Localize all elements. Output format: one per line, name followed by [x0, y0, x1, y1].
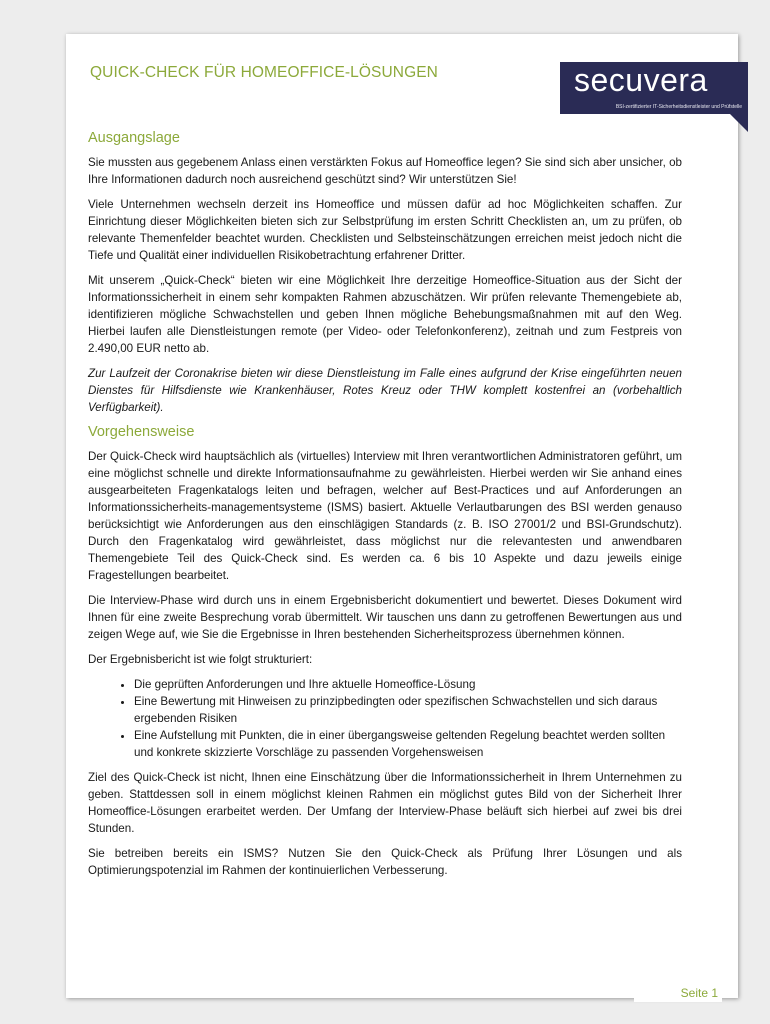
- paragraph: Ziel des Quick-Check ist nicht, Ihnen eine Einschätzung über die Informationssicherheit in Ihrem Unternehmen zu geben. Stattdessen soll in einem möglichst kleinen Rahmen ein möglichst gutes Bild von der Sicherheit Ihrer Homeoffice-Lösungen erarbeitet werden. Der Umfang der Interview-Phase beläuft sich hierbei auf zwei bis drei Stunden.: [88, 771, 682, 835]
- list-item: • Die geprüften Anforderungen und Ihre aktuelle Homeoffice-Lösung: [134, 676, 682, 693]
- page-title: QUICK-CHECK FÜR HOMEOFFICE-LÖSUNGEN: [90, 64, 438, 81]
- paragraph: Sie betreiben bereits ein ISMS? Nutzen Sie den Quick-Check als Prüfung Ihrer Lösungen und als Optimierungspotenzial im Rahmen der kontinuierlichen Verbesserung.: [88, 847, 682, 877]
- section-heading-vorgehensweise: Vorgehensweise: [88, 424, 195, 440]
- paragraph: Mit unserem „Quick-Check“ bieten wir eine Möglichkeit Ihre derzeitige Homeoffice-Situation aus der Sicht der Informationssicherheit in einem sehr kompakten Rahmen abzuschätzen. Wir prüfen relevante Themengebiete ab, identifizieren mögliche Schwachstellen und geben Ihnen mögliche Behebungsmaßnahmen mit auf den Weg. Hierbei laufen alle Dienstleistungen remote (per Video- oder Telefonkonferenz), zeitnah und zum Festpreis von 2.490,00 EUR netto ab.: [88, 274, 682, 355]
- paragraph: Der Quick-Check wird hauptsächlich als (virtuelles) Interview mit Ihren verantwortlichen Administratoren geführt, um eine möglichst schnelle und direkte Informationsaufnahme zu gewährleisten. Hierbei werden wir Sie anhand eines ausgearbeiteten Fragenkatalogs leiten und befragen, welcher auf Best-Practices und auf Anforderungen an Informationssicherheits-managementsysteme (ISMS) basiert. Aktuelle Verlautbarungen des BSI werden genauso berücksichtigt wie Anforderungen aus den einschlägigen Standards (z. B. ISO 27001/2 und BSI-Grundschutz). Durch den Fragenkatalog wird gewährleistet, dass möglichst nur die relevantesten und anwendbaren Themengebiete Teil des Quick-Check sind. Es werden ca. 6 bis 10 Aspekte und dazu jeweils einige Fragestellungen bearbeitet.: [88, 450, 682, 582]
- paragraph: Der Ergebnisbericht ist wie folgt strukturiert:: [88, 653, 313, 666]
- page-number: Seite 1: [634, 984, 722, 1002]
- italic-note: Zur Laufzeit der Coronakrise bieten wir diese Dienstleistung im Falle eines aufgrund der Krise eingeführten neuen Dienstes für Hilfsdienste wie Krankenhäuser, Rotes Kreuz oder THW komplett kostenfrei an (vorbehaltlich Verfügbarkeit).: [88, 367, 682, 414]
- document-body: [88, 130, 682, 887]
- logo-tagline: BSI-zertifizierter IT-Sicherheitsdienstleister und Prüfstelle: [615, 104, 742, 110]
- bullet-list: [88, 676, 682, 761]
- logo-corner-triangle: [730, 114, 748, 132]
- document-page: [66, 34, 742, 1000]
- list-item: • Eine Aufstellung mit Punkten, die in einer übergangsweise geltenden Regelung beachtet werden sollten und konkrete skizzierte Vorschläge zu passenden Vorgehensweisen: [134, 727, 682, 761]
- section-heading-ausgangslage: Ausgangslage: [88, 130, 180, 146]
- paragraph: Die Interview-Phase wird durch uns in einem Ergebnisbericht dokumentiert und bewertet. Dieses Dokument wird Ihnen für eine zweite Besprechung vorab übermittelt. Wir tauschen uns dann zu getroffenen Bewertungen aus und zeigen Wege auf, wie Sie die Ergebnisse in Ihren bestehenden Sicherheitsprozess übernehmen können.: [88, 594, 682, 641]
- paragraph: Sie mussten aus gegebenem Anlass einen verstärkten Fokus auf Homeoffice legen? Sie sind sich aber unsicher, ob Ihre Informationen dadurch noch ausreichend geschützt sind? Wir unterstützen Sie!: [88, 156, 682, 186]
- list-item: • Eine Bewertung mit Hinweisen zu prinzipbedingten oder spezifischen Schwachstellen und sich daraus ergebenden Risiken: [134, 693, 682, 727]
- logo-wordmark: secuvera: [574, 62, 708, 98]
- paragraph: Viele Unternehmen wechseln derzeit ins Homeoffice und müssen dafür ad hoc Möglichkeiten schaffen. Zur Einrichtung dieser Möglichkeiten bieten sich zur Selbstprüfung im ersten Schritt Checklisten an, um zu prüfen, ob relevante Themenfelder beachtet wurden. Checklisten und Selbsteinschätzungen erreichen meist jedoch nicht die Tiefe und Qualität einer individuellen Risikobetrachtung erfahrener Dritter.: [88, 198, 682, 262]
- secuvera-logo: [560, 62, 748, 114]
